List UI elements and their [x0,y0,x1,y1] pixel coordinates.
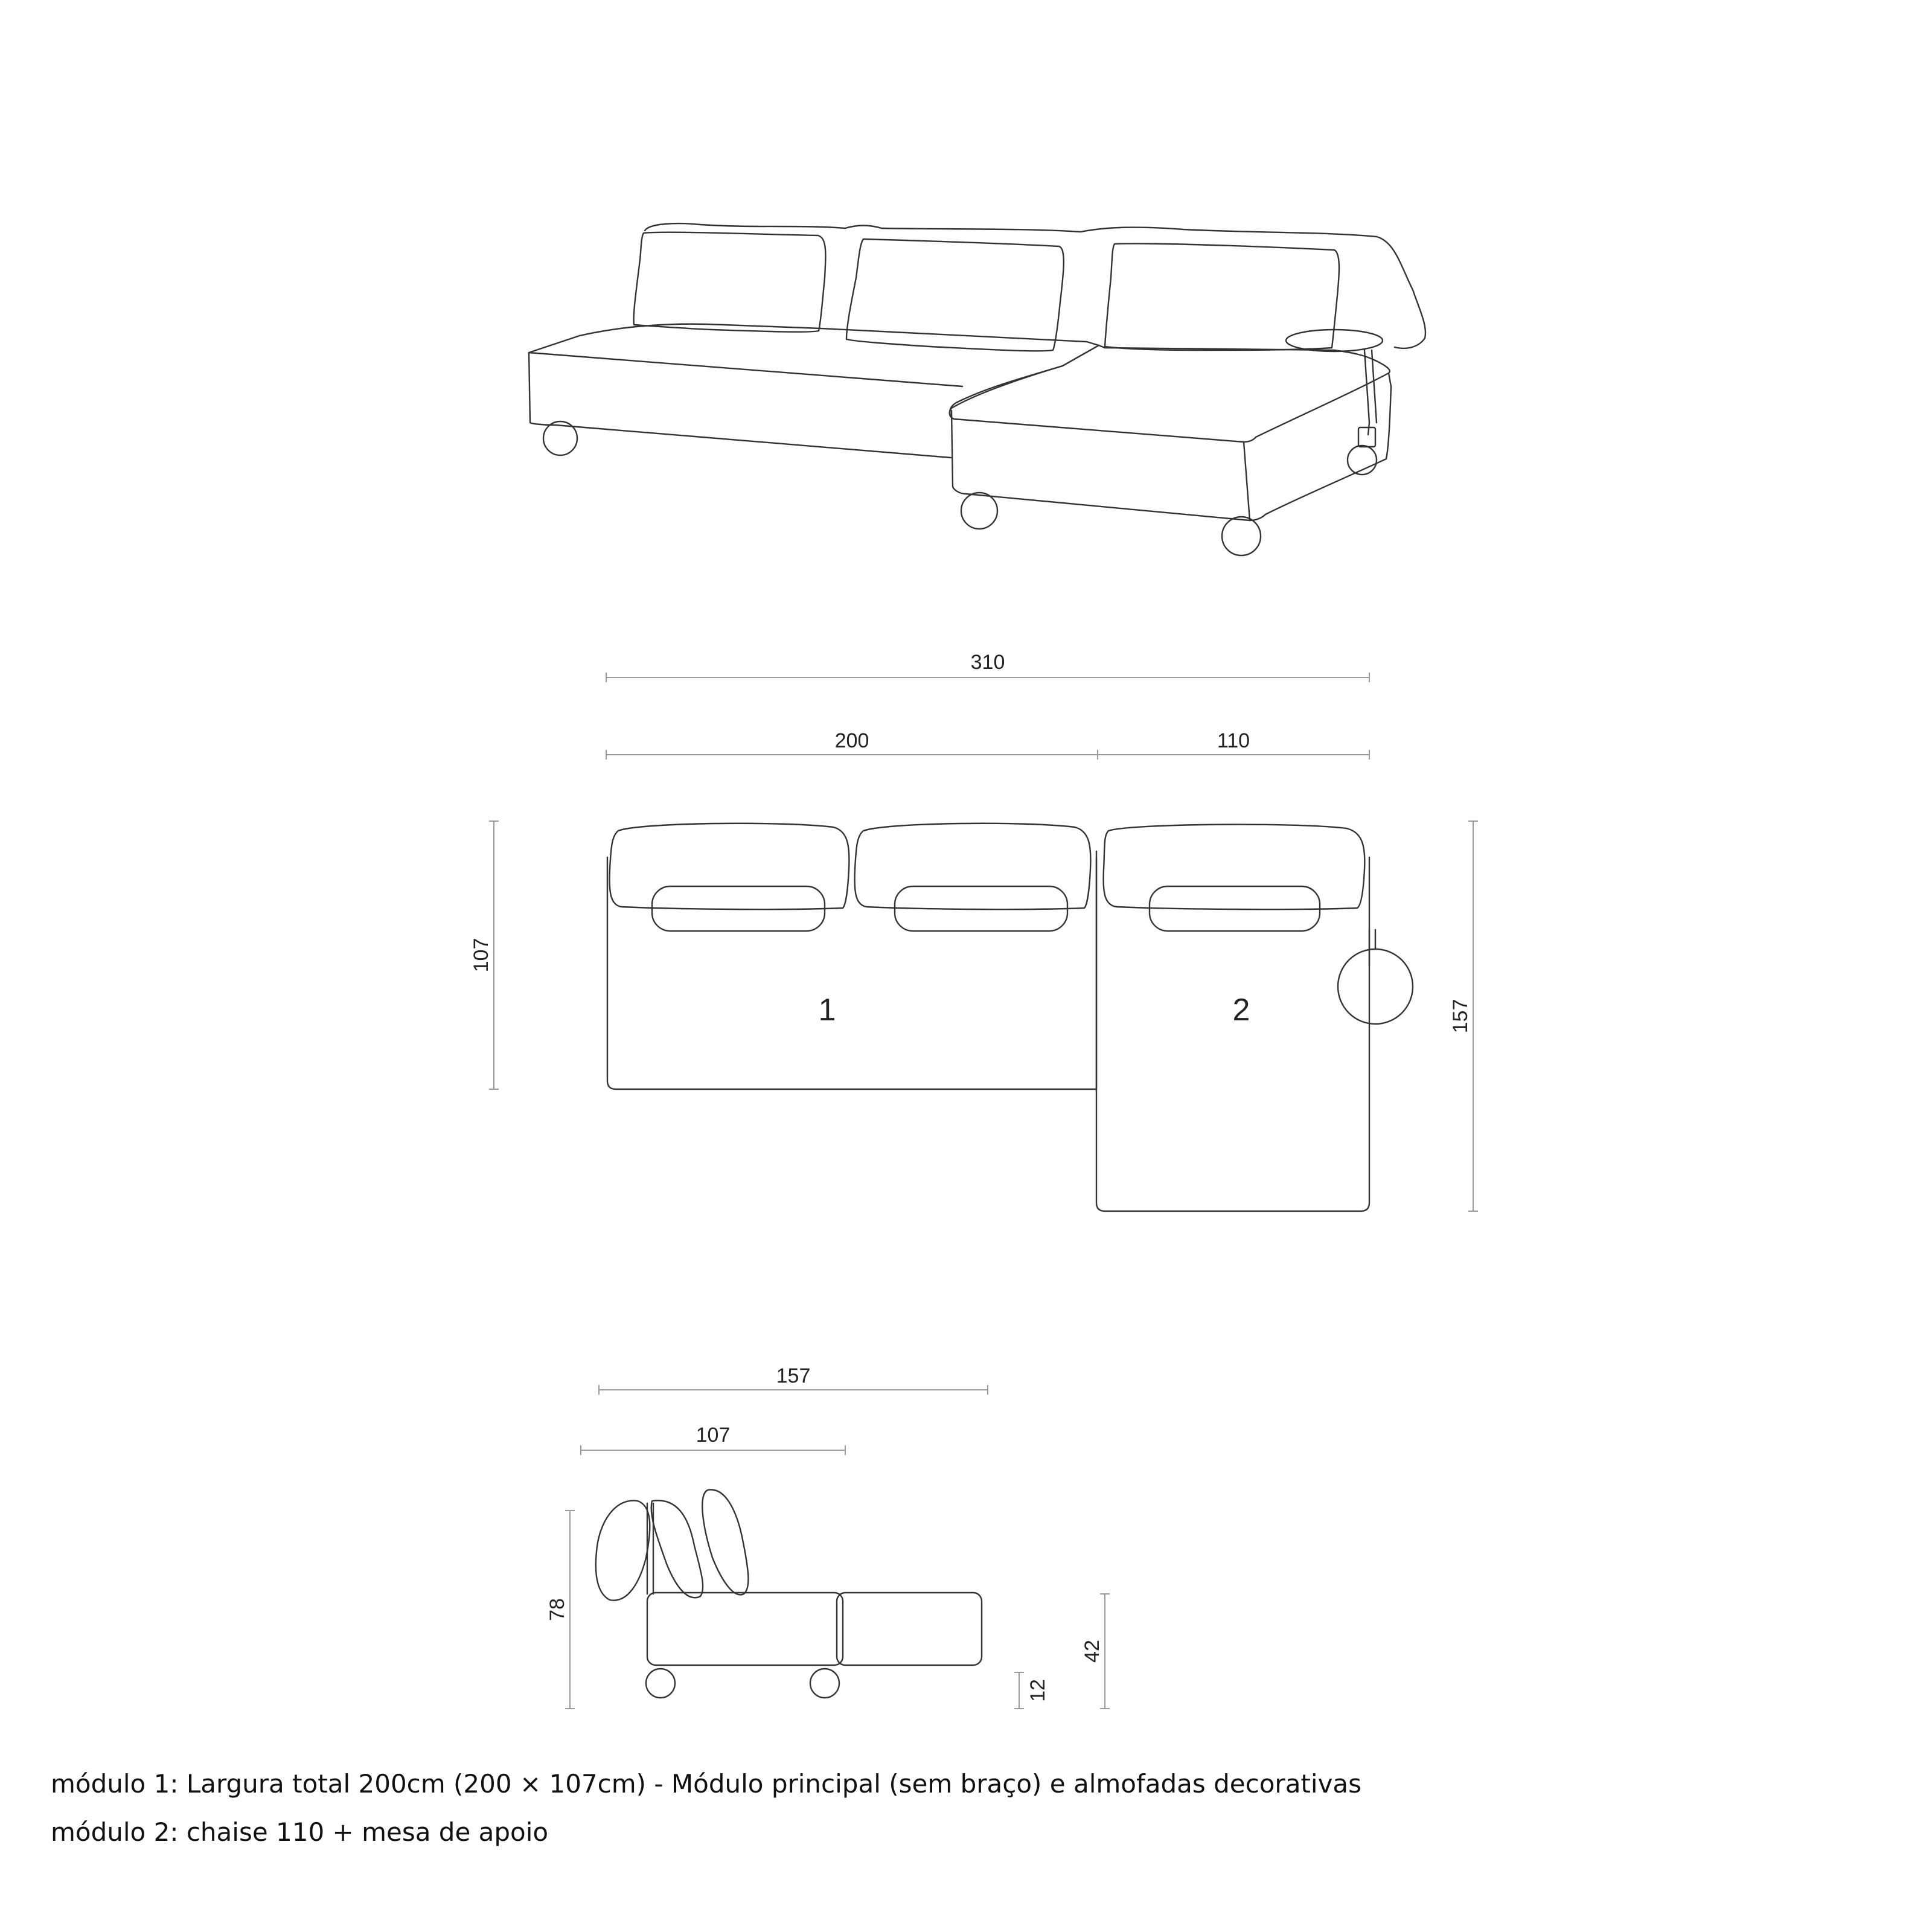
side-seat-module1 [647,1593,843,1665]
caption-module2: módulo 2: chaise 110 + mesa de apoio [51,1817,549,1847]
perspective-view [529,223,1425,555]
side-dimensions [546,1364,1110,1709]
side-foot-2 [810,1669,839,1698]
side-dim-seat-depth: 107 [696,1424,731,1447]
perspective-chaise-top [950,345,1390,442]
plan-side-table [1338,949,1413,1024]
plan-back-cushion-3 [1104,825,1365,910]
perspective-side-table-base [1358,427,1375,447]
perspective-side-table-pole [1364,350,1377,435]
perspective-main-seat-top [529,324,1099,417]
perspective-foot-3 [1222,517,1261,555]
dim-module2-width: 110 [1217,729,1250,752]
perspective-chaise-front-edge [1244,442,1250,520]
perspective-main-seat-edge [529,353,962,458]
side-dim-seat-height: 42 [1081,1640,1104,1663]
side-foot-1 [646,1669,675,1698]
side-back-cushion-3 [702,1489,748,1595]
perspective-cushion-2 [846,239,1064,351]
side-dim-foot-height: 12 [1026,1679,1049,1702]
plan-module2-label: 2 [1232,993,1250,1028]
dim-module2-depth: 157 [1449,999,1472,1034]
side-back-cushion-2 [651,1500,703,1598]
perspective-foot-1 [543,421,577,455]
plan-module1-body [607,857,1096,1089]
plan-side-table-pole [1369,930,1375,966]
side-back-cushion-1 [596,1500,650,1600]
dim-module1-width: 200 [834,729,869,752]
plan-module1-label: 1 [818,993,836,1028]
dim-module1-depth: 107 [470,938,493,973]
perspective-foot-2 [961,493,997,529]
side-seat-chaise [837,1593,982,1665]
perspective-cushion-1 [634,232,826,332]
side-view [596,1489,982,1698]
perspective-cushion-3 [1105,243,1339,350]
caption-module1: módulo 1: Largura total 200cm (200 × 107cm) - Módulo principal (sem braço) e almofadas decorativas [51,1769,1362,1799]
dim-total-width: 310 [970,651,1005,674]
plan-back-cushion-1 [610,824,849,909]
perspective-side-table-top [1286,330,1383,351]
perspective-backrest [645,223,1425,348]
plan-view [607,824,1413,1211]
side-dim-total-depth: 157 [776,1364,811,1387]
plan-back-cushion-2 [855,824,1091,909]
side-dim-back-height: 78 [546,1598,569,1621]
perspective-chaise-body [952,373,1391,520]
plan-module2-body [1096,851,1369,1211]
